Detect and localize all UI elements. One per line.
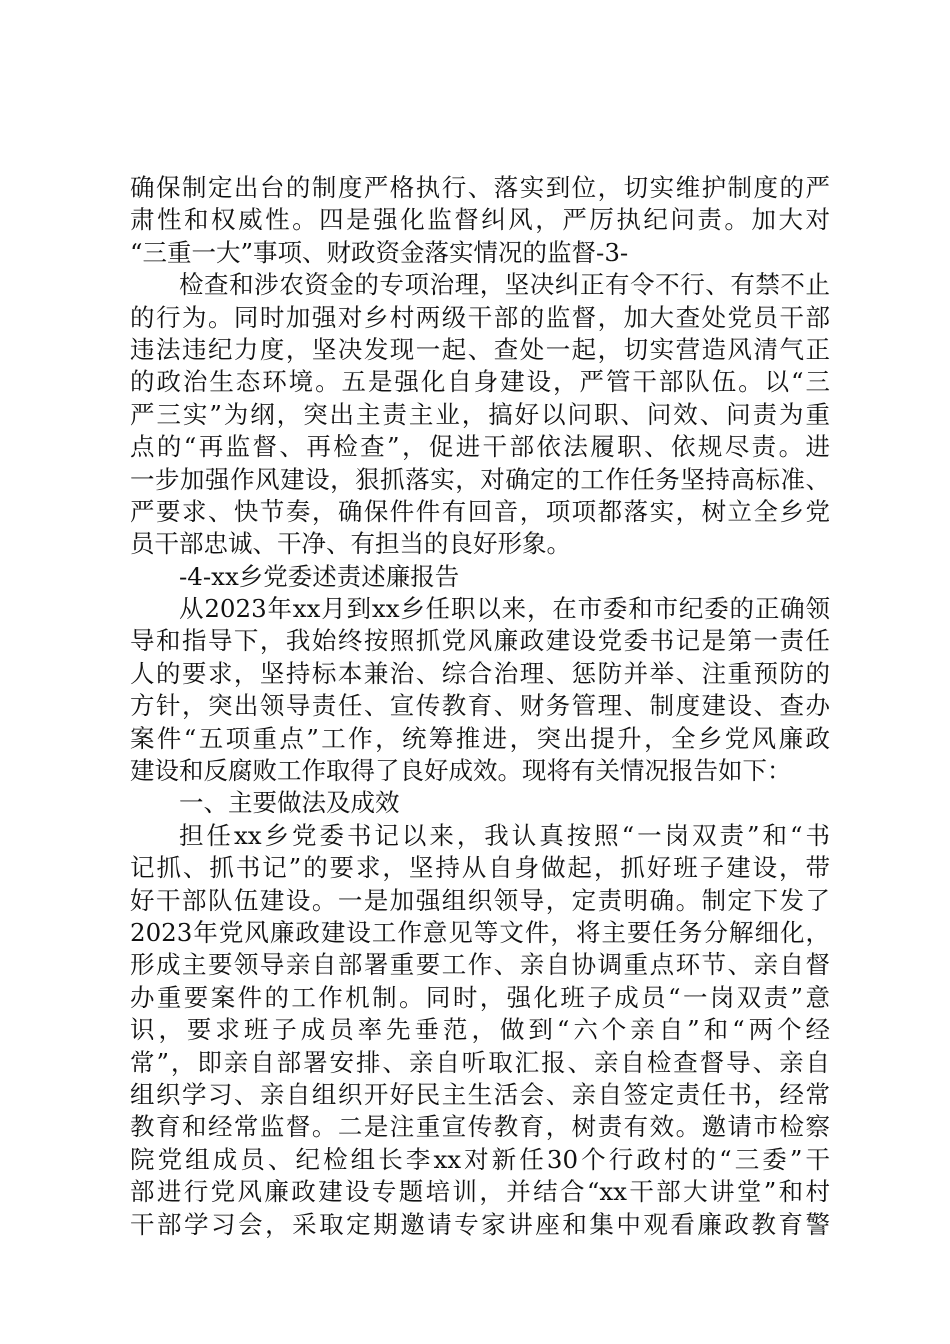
text-line: 2023年党风廉政建设工作意见等文件，将主要任务分解细化， [130, 917, 830, 947]
text-line: 常”，即亲自部署安排、亲自听取汇报、亲自检查督导、亲自 [130, 1047, 830, 1077]
text-line: 违法违纪力度，坚决发现一起、查处一起，切实营造风清气正 [130, 334, 830, 364]
text-line: 导和指导下，我始终按照抓党风廉政建设党委书记是第一责任 [130, 626, 830, 656]
text-line: 肃性和权威性。四是强化监督纠风，严厉执纪问责。加大对 [130, 205, 830, 235]
text-line: 检查和涉农资金的专项治理，坚决纠正有令不行、有禁不止 [179, 270, 830, 300]
text-line: 办重要案件的工作机制。同时，强化班子成员“一岗双责”意 [130, 982, 830, 1012]
text-line: 员干部忠诚、干净、有担当的良好形象。 [130, 529, 571, 559]
text-line: 好干部队伍建设。一是加强组织领导，定责明确。制定下发了 [130, 885, 830, 915]
text-line: 形成主要领导亲自部署重要工作、亲自协调重点环节、亲自督 [130, 950, 830, 980]
text-line: 的政治生态环境。五是强化自身建设，严管干部队伍。以“三 [130, 367, 830, 397]
text-line: 教育和经常监督。二是注重宣传教育，树责有效。邀请市检察 [130, 1112, 830, 1142]
text-line: 一步加强作风建设，狠抓落实，对确定的工作任务坚持高标准、 [130, 464, 830, 494]
text-line: 从2023年xx月到xx乡任职以来，在市委和市纪委的正确领 [179, 594, 830, 624]
section-heading: 一、主要做法及成效 [179, 788, 400, 818]
text-line: 严三实”为纲，突出主责主业，搞好以问职、问效、问责为重 [130, 399, 830, 429]
text-line: 担任xx乡党委书记以来，我认真按照“一岗双责”和“书 [179, 820, 830, 850]
text-line: 干部学习会，采取定期邀请专家讲座和集中观看廉政教育警 [130, 1209, 830, 1239]
text-line: 建设和反腐败工作取得了良好成效。现将有关情况报告如下： [130, 756, 792, 786]
text-line: 案件“五项重点”工作，统筹推进，突出提升，全乡党风廉政 [130, 723, 830, 753]
text-line: 点的“再监督、再检查”，促进干部依法履职、依规尽责。进 [130, 432, 830, 462]
text-line: 部进行党风廉政建设专题培训，并结合“xx干部大讲堂”和村 [130, 1177, 830, 1207]
document-body [130, 172, 830, 1241]
text-line: “三重一大”事项、财政资金落实情况的监督-3- [130, 237, 629, 267]
text-line: 院党组成员、纪检组长李xx对新任30个行政村的“三委”干 [130, 1144, 830, 1174]
text-line: 方针，突出领导责任、宣传教育、财务管理、制度建设、查办 [130, 691, 830, 721]
text-line: 人的要求，坚持标本兼治、综合治理、惩防并举、注重预防的 [130, 658, 830, 688]
text-line: 识，要求班子成员率先垂范，做到“六个亲自”和“两个经 [130, 1015, 830, 1045]
text-line: 严要求、快节奏，确保件件有回音，项项都落实，树立全乡党 [130, 496, 830, 526]
text-line: 组织学习、亲自组织开好民主生活会、亲自签定责任书，经常 [130, 1079, 830, 1109]
section-title: -4-xx乡党委述责述廉报告 [179, 561, 460, 591]
text-line: 确保制定出台的制度严格执行、落实到位，切实维护制度的严 [130, 173, 830, 202]
text-line: 的行为。同时加强对乡村两级干部的监督，加大查处党员干部 [130, 302, 830, 332]
text-line: 记抓、抓书记”的要求，坚持从自身做起，抓好班子建设，带 [130, 853, 830, 883]
